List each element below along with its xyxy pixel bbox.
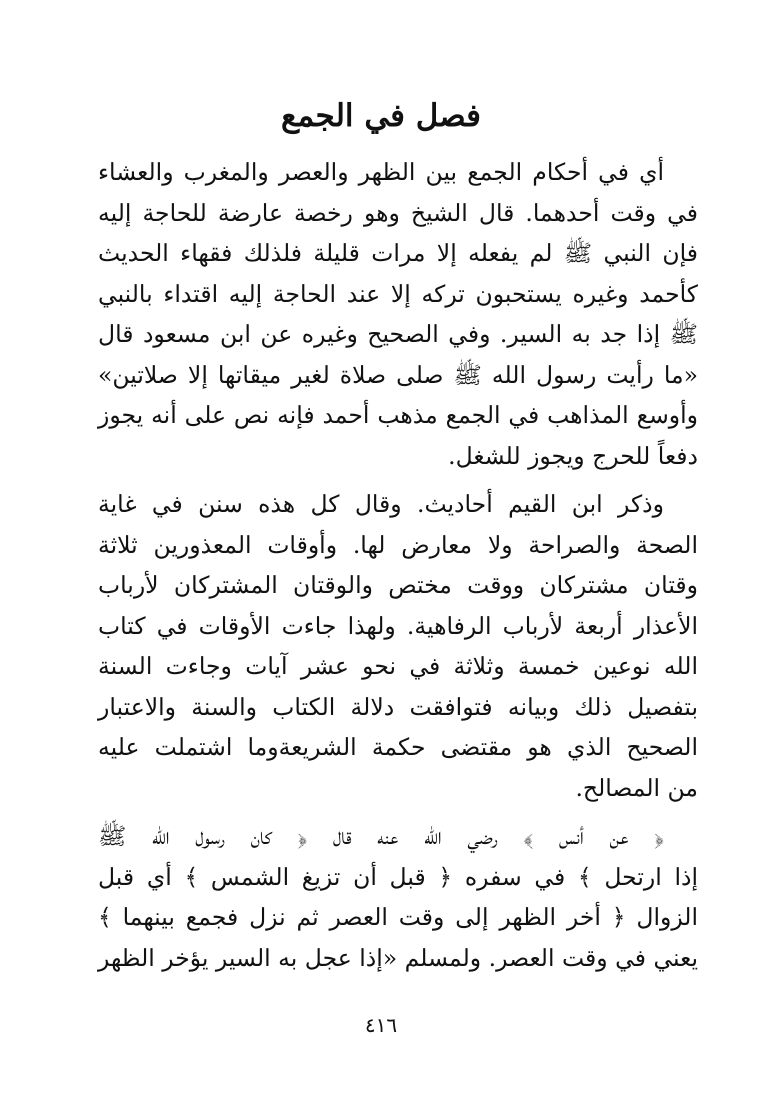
chapter-heading: فصل في الجمع [281, 98, 481, 134]
text-line: وقتان مشتركان ووقت مختص والوقتان المشتركان لأرباب [98, 571, 698, 599]
paragraph [98, 484, 698, 808]
text-line: الأعذار أربعة لأرباب الرفاهية. ولهذا جاءت الأوقات في كتاب [98, 611, 698, 640]
paragraph [98, 152, 698, 476]
text-line: بتفصيل ذلك وبيانه فتوافقت دلالة الكتاب والسنة والاعتبار [98, 692, 698, 721]
page-body [98, 152, 698, 978]
text-line: «ما رأيت رسول الله ﷺ صلى صلاة لغير ميقاتها إلا صلاتين» [98, 360, 698, 389]
paragraph [98, 816, 698, 978]
text-line: يعني في وقت العصر. ولمسلم «إذا عجل به السير يؤخر الظهر [98, 943, 698, 972]
text-line: إذا ارتحل ﴾ في سفره ﴿ قبل أن تزيغ الشمس ﴾ أي قبل [98, 862, 698, 891]
text-line: ﴿ عن أنس ﴾ رضي الله عنه قال ﴿ كان رسول الله ﷺ [98, 822, 664, 850]
text-line: من المصالح. [575, 773, 698, 802]
text-line: كأحمد وغيره يستحبون تركه إلا عند الحاجة إليه اقتداء بالنبي [98, 279, 698, 308]
page-number: ٤١٦ [364, 1013, 398, 1037]
text-line: وأوسع المذاهب في الجمع مذهب أحمد فإنه نص على أنه يجوز [98, 401, 698, 429]
text-line: الصحة والصراحة ولا معارض لها. وأوقات المعذورين ثلاثة [98, 530, 698, 559]
text-line: وذكر ابن القيم أحاديث. وقال كل هذه سنن في غاية [98, 490, 664, 518]
text-line: أي في أحكام الجمع بين الظهر والعصر والمغرب والعشاء [98, 158, 664, 186]
paragraph-spacer [98, 808, 698, 816]
text-line: الله نوعين خمسة وثلاثة في نحو عشر آيات وجاءت السنة [98, 652, 698, 680]
text-line: الزوال ﴿ أخر الظهر إلى وقت العصر ثم نزل فجمع بينهما ﴾ [98, 903, 698, 931]
text-line: الصحيح الذي هو مقتضى حكمة الشريعةوما اشتملت عليه [98, 733, 698, 761]
text-line: ﷺ إذا جد به السير. وفي الصحيح وغيره عن ابن مسعود قال [98, 320, 698, 348]
text-line: في وقت أحدهما. قال الشيخ وهو رخصة عارضة للحاجة إليه [98, 198, 698, 227]
paragraph-spacer [98, 476, 698, 484]
text-line: دفعاً للحرج ويجوز للشغل. [448, 441, 698, 470]
text-line: فإن النبي ﷺ لم يفعله إلا مرات قليلة فلذلك فقهاء الحديث [98, 239, 698, 267]
